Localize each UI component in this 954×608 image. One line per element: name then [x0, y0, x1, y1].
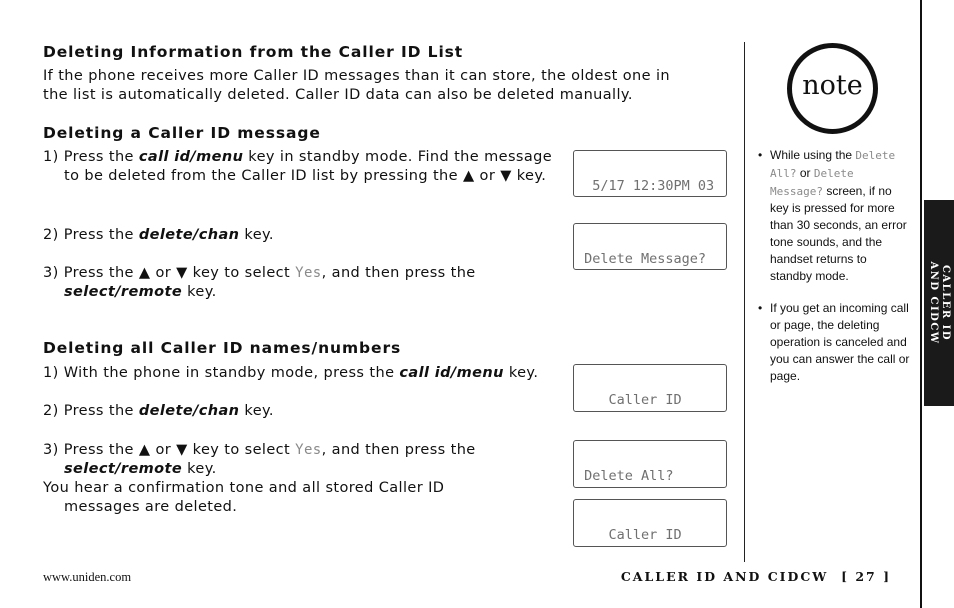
note-item-timeout: [758, 147, 910, 284]
step-text: Press the: [63, 442, 139, 458]
select-remote-key: select/remote: [64, 461, 183, 477]
down-arrow-icon: ▼: [176, 265, 188, 281]
step-number: 2): [43, 227, 59, 243]
page-edge-rule: [920, 0, 922, 608]
note-badge-icon: [787, 43, 878, 134]
step-text: or: [150, 442, 177, 458]
step-text: Press the: [63, 265, 139, 281]
lcd-caller-entry: [573, 150, 727, 197]
lcd-line: Caller ID: [576, 392, 682, 408]
step-text: or: [150, 265, 177, 281]
step-text: key.: [182, 284, 217, 300]
footer-section-label: [621, 569, 891, 584]
section-side-tab: [924, 200, 954, 406]
intro-paragraph: [43, 67, 723, 105]
delete-message-step-3: [43, 264, 564, 302]
note-text: screen, if no key is pressed for more than 30 seconds, an error tone sounds, and the handset returns to standby mode.: [770, 183, 907, 283]
intro-line-1: If the phone receives more Caller ID messages than it can store, the oldest one in: [43, 68, 670, 84]
delete-all-step-1: [43, 364, 584, 383]
step-text: key.: [239, 227, 274, 243]
step-text: key.: [503, 365, 539, 381]
lcd-delete-message: [573, 223, 727, 270]
call-id-menu-key: call id/menu: [399, 365, 504, 381]
delete-all-step-2: [43, 402, 564, 421]
call-id-menu-key: call id/menu: [138, 149, 244, 165]
step-text: , and then press the: [321, 265, 476, 281]
step-text: Press the: [63, 149, 139, 165]
lcd-line: Caller ID: [576, 527, 682, 543]
step-text: key in standby mode. Find the message to be deleted from the Caller ID list by pressing the: [64, 149, 553, 184]
delete-chan-key: delete/chan: [138, 403, 240, 419]
step-text: key.: [182, 461, 217, 477]
step-text: , and then press the: [321, 442, 476, 458]
footer-section-name: CALLER ID AND CIDCW: [620, 569, 829, 584]
delete-message-step-1: [43, 148, 564, 186]
step-number: 2): [43, 403, 59, 419]
lcd-line: 5/17 12:30PM 03: [576, 178, 715, 194]
step-text: Press the: [63, 227, 139, 243]
section-title-delete-all: Deleting all Caller ID names/numbers: [43, 339, 402, 357]
lcd-caller-id-empty: [573, 499, 727, 547]
lcd-line: Delete All?: [576, 468, 674, 484]
select-remote-key: select/remote: [64, 284, 183, 300]
lcd-yes-word: Yes: [295, 442, 322, 458]
footer-website: www.uniden.com: [43, 570, 132, 584]
step-text: key.: [239, 403, 274, 419]
section-title-deleting-information: Deleting Information from the Caller ID List: [43, 43, 464, 61]
step-number: 1): [43, 149, 59, 165]
confirmation-text: You hear a confirmation tone and all stored Caller ID messages are deleted.: [43, 480, 445, 515]
delete-all-step-3: [43, 441, 564, 517]
up-arrow-icon: ▲: [138, 442, 151, 458]
lcd-line: Delete Message?: [576, 251, 707, 267]
intro-line-2: the list is automatically deleted. Caller ID data can also be deleted manually.: [43, 87, 633, 103]
step-number: 1): [43, 365, 59, 381]
note-text: While using the: [770, 148, 856, 162]
page-number: [ 27 ]: [841, 569, 891, 584]
note-list: [758, 147, 910, 400]
side-tab-label: [927, 261, 951, 344]
down-arrow-icon: ▼: [500, 168, 512, 184]
step-text: or: [474, 168, 501, 184]
lcd-yes-word: Yes: [295, 265, 322, 281]
step-text: key to select: [187, 265, 296, 281]
note-item-incoming-call: • If you get an incoming call or page, the deleting operation is canceled and you can answer the call or page.: [758, 300, 910, 384]
up-arrow-icon: ▲: [462, 168, 475, 184]
note-badge-label: note: [802, 70, 863, 101]
step-text: Press the: [63, 403, 139, 419]
side-tab-line: CALLER ID: [940, 264, 951, 342]
section-title-delete-message: Deleting a Caller ID message: [43, 124, 321, 142]
lcd-delete-all: [573, 440, 727, 488]
side-tab-line: AND CIDCW: [928, 261, 939, 345]
note-text: or: [796, 165, 814, 180]
up-arrow-icon: ▲: [138, 265, 151, 281]
down-arrow-icon: ▼: [176, 442, 188, 458]
step-number: 3): [43, 442, 59, 458]
delete-message-step-2: [43, 226, 564, 245]
step-text: With the phone in standby mode, press the: [63, 365, 400, 381]
step-text: key.: [511, 168, 547, 184]
step-number: 3): [43, 265, 59, 281]
column-divider: [744, 42, 745, 562]
step-text: key to select: [187, 442, 296, 458]
delete-chan-key: delete/chan: [138, 227, 240, 243]
lcd-delete-all-word: Delete All?: [770, 149, 896, 180]
lcd-caller-id-summary: [573, 364, 727, 412]
lcd-delete-message-word: Delete Message?: [770, 166, 854, 198]
